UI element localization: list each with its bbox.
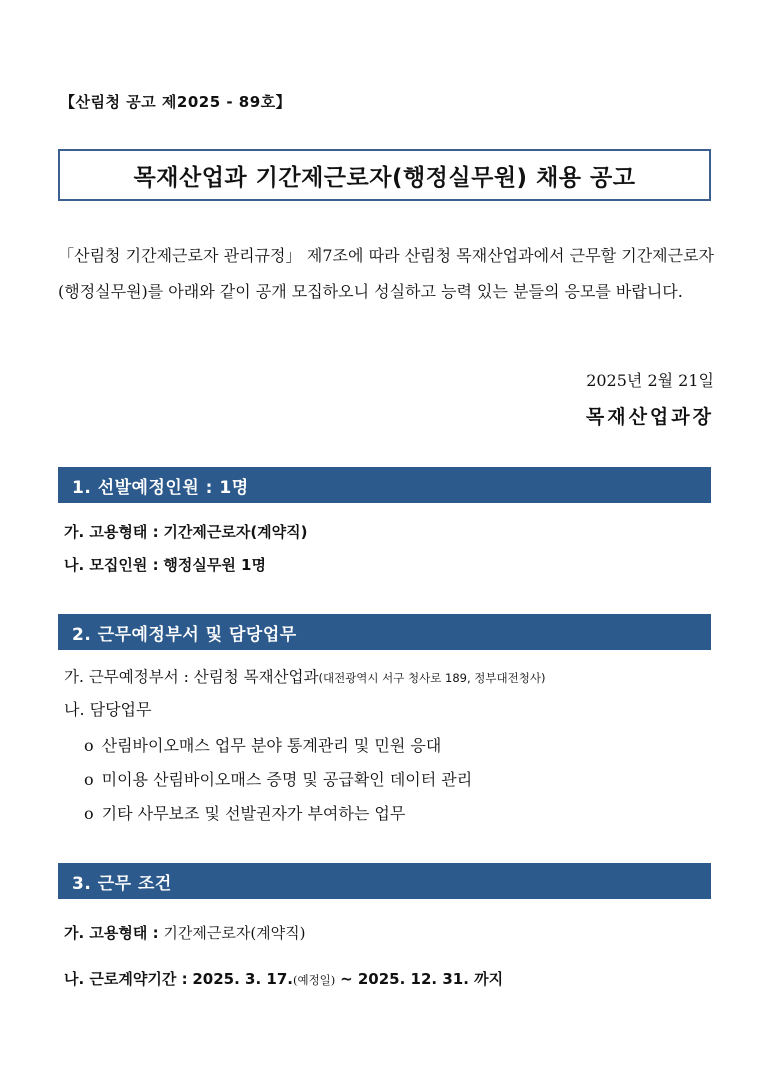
department-value: 산림청 목재산업과 [193, 668, 319, 686]
contract-period-line [64, 968, 503, 989]
notice-number: 【산림청 공고 제2025 - 89호】 [60, 93, 292, 111]
employment-label: 가. 고용형태 : [64, 924, 159, 942]
section-2-header: 2. 근무예정부서 및 담당업무 [58, 614, 711, 650]
announcement-date: 2025년 2월 21일 [586, 371, 714, 390]
duty-item [84, 801, 405, 824]
signatory: 목재산업과장 [585, 406, 714, 428]
item-label: 가. 고용형태 : [64, 523, 159, 541]
bullet-mark: o [84, 736, 94, 755]
page-title: 목재산업과 기간제근로자(행정실무원) 채용 공고 [133, 164, 636, 191]
duty-text: 미이용 산림바이오매스 증명 및 공급확인 데이터 관리 [101, 770, 473, 789]
period-start: 2025. 3. 17. [192, 970, 293, 988]
period-start-note: (예정일) [292, 973, 336, 987]
item-label: 나. 모집인원 : [64, 556, 159, 574]
item-value: 행정실무원 1명 [163, 556, 266, 574]
department-label: 가. 근무예정부서 : [64, 668, 189, 686]
duties-label: 나. 담당업무 [64, 700, 152, 719]
duty-text: 기타 사무보조 및 선발권자가 부여하는 업무 [101, 804, 406, 823]
section-3-header: 3. 근무 조건 [58, 863, 711, 899]
period-end: ~ 2025. 12. 31. 까지 [340, 970, 504, 988]
period-label: 나. 근로계약기간 : [64, 970, 188, 988]
employment-value: 기간제근로자(계약직) [163, 924, 306, 942]
duty-item [84, 767, 472, 790]
section-1-header: 1. 선발예정인원 : 1명 [58, 467, 711, 503]
section-1-item [64, 521, 308, 542]
employment-line [64, 922, 306, 943]
duty-text: 산림바이오매스 업무 분야 통계관리 및 민원 응대 [101, 736, 442, 755]
department-address: (대전광역시 서구 청사로 189, 정부대전청사) [318, 671, 546, 685]
department-line [64, 665, 545, 687]
intro-paragraph: 「산림청 기간제근로자 관리규정」 제7조에 따라 산림청 목재산업과에서 근무할 기간제근로자(행정실무원)를 아래와 같이 공개 모집하오니 성실하고 능력 있는 분들의 응모를 바랍니다. [58, 246, 714, 301]
title-box [58, 149, 711, 201]
bullet-mark: o [84, 804, 94, 823]
duty-item [84, 733, 441, 756]
bullet-mark: o [84, 770, 94, 789]
item-value: 기간제근로자(계약직) [163, 523, 308, 541]
section-1-item [64, 554, 266, 575]
